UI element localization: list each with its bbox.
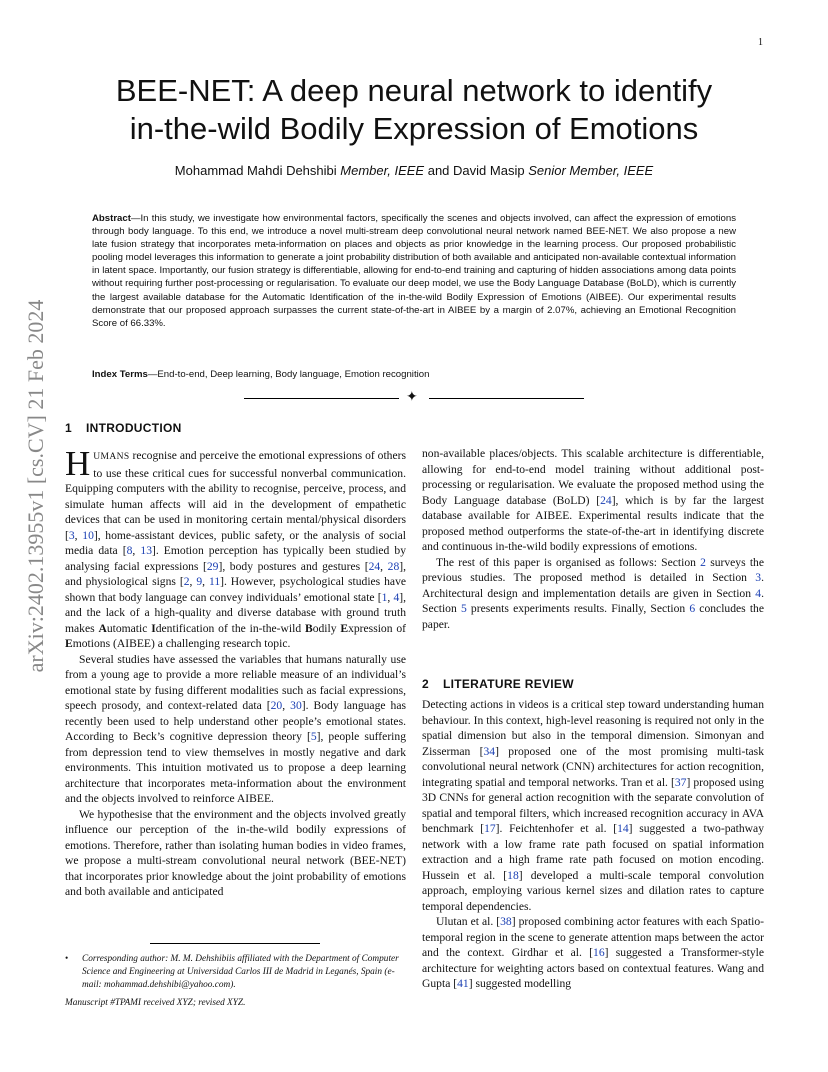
text-run: ,	[282, 699, 291, 712]
citation-link[interactable]: 3	[68, 528, 75, 542]
section-link[interactable]: 5	[460, 602, 467, 615]
text-run: ], and the lack of a high-quality and diverse database with ground truth makes	[65, 590, 406, 635]
text-run: recognise and perceive the emotional expressions of others to use these critical cues for successful nonverbal communication. Equipping computers with the ability to recognise, perceive, process, and simulate human affects will aid in the development of empathetic devices that can be used in monitoring certain mental/physical disorders [	[65, 449, 406, 542]
section-link[interactable]: 3	[755, 571, 762, 584]
author-conjunction: and	[427, 163, 450, 178]
intro-paragraph-5	[422, 555, 764, 633]
abstract	[92, 212, 736, 330]
citation-link[interactable]: 29	[206, 559, 219, 573]
author-list	[60, 163, 768, 178]
text-run: non-available places/objects. This scalable architecture is differentiable, allowing for end-to-end model training without additional post-processing or regularisation. We evaluate the proposed method using the Body Language database (BoLD) [	[422, 447, 764, 507]
manuscript-note: Manuscript #TPAMI received XYZ; revised XYZ.	[65, 998, 246, 1008]
right-column	[422, 446, 764, 632]
section-number: 1	[65, 421, 72, 435]
section-link[interactable]: 6	[689, 602, 696, 615]
text-run: ] suggested modelling	[468, 977, 572, 990]
acronym-letter: E	[65, 637, 73, 650]
footnote	[65, 953, 410, 992]
divider-line-left	[244, 398, 399, 399]
text-run: ,	[387, 590, 394, 604]
text-run: Detecting actions in videos is a critical step toward understanding human behaviour. In this context, high-level reasoning is required not only in the spatial dimension but also in the temporal dimension. Simonyan and Zisserman [	[422, 698, 764, 758]
text-run: The rest of this paper is organised as follows: Section	[436, 555, 701, 569]
author-name: David Masip	[453, 163, 525, 178]
citation-link[interactable]: 5	[310, 730, 317, 743]
text-run: ] proposed using 3D CNNs for general action recognition with the separate convolution of spatial and temporal filters, which increased recognition accuracy in AVA benchmark [	[422, 775, 764, 835]
text-run: ]. Feichtenhofer et al. [	[495, 822, 618, 835]
literature-review-body	[422, 697, 764, 992]
intro-paragraph-4	[422, 446, 764, 555]
divider-ornament: ✦	[406, 390, 418, 405]
text-run: ,	[189, 575, 197, 588]
citation-link[interactable]: 28	[387, 559, 400, 573]
text-run: ] proposed combining actor features with each Spatio-temporal region in the scene to generate attention maps between the actor and the context. Girdhar et al. [	[422, 915, 764, 959]
title-line-2: in-the-wild Bodily Expression of Emotions	[129, 111, 699, 146]
author-name: Mohammad Mahdi Dehshibi	[174, 163, 337, 178]
citation-link[interactable]: 14	[617, 822, 629, 835]
footnote-bullet: •	[65, 954, 69, 964]
author-role: Member, IEEE	[340, 163, 425, 178]
section-title: LITERATURE REVIEW	[442, 677, 574, 691]
text-run: concludes the paper.	[422, 602, 764, 631]
index-terms-label: Index Terms	[92, 369, 148, 380]
text-run: ,	[202, 575, 209, 588]
arxiv-identifier: arXiv:2402.13955v1 [cs.CV] 21 Feb 2024	[23, 299, 48, 673]
text-run: dentification of the in-the-wild	[155, 621, 305, 635]
title-line-1: BEE-NET: A deep neural network to identify	[115, 73, 713, 108]
citation-link[interactable]: 1	[381, 590, 388, 604]
text-run: . Architectural design and implementation details are given in Section	[422, 571, 764, 600]
abstract-label: Abstract	[92, 213, 131, 224]
section-number: 2	[422, 677, 429, 691]
citation-link[interactable]: 24	[600, 493, 612, 507]
citation-link[interactable]: 24	[368, 559, 381, 573]
text-run: ], and physiological signs [	[65, 559, 406, 588]
text-run: ]. Body language has recently been used to help understand other people’s emotional states. According to Beck’s cognitive depression theory [	[65, 699, 406, 743]
text-run: ,	[380, 559, 388, 573]
section-title: INTRODUCTION	[85, 421, 182, 435]
paper-title	[60, 72, 768, 148]
text-run: utomatic	[106, 621, 152, 635]
index-terms-text: —End-to-end, Deep learning, Body language, Emotion recognition	[147, 369, 430, 380]
citation-link[interactable]: 16	[593, 946, 605, 959]
citation-link[interactable]: 30	[290, 699, 302, 712]
acronym-letter: I	[151, 621, 156, 635]
text-run: ]. However, psychological studies have shown that body language can convey individuals’ emotional state [	[65, 575, 407, 604]
text-run: presents experiments results. Finally, Section	[466, 602, 690, 615]
text-run: ,	[132, 544, 141, 557]
drop-cap: H	[65, 444, 91, 483]
text-run: ], home-assistant devices, public safety, or the analysis of social media data [	[65, 528, 407, 557]
text-run: ] developed a multi-scale temporal convolution approach, employing various kernel sizes and dilation rates to capture temporal dependencies.	[422, 868, 765, 913]
intro-paragraph-2	[65, 652, 406, 807]
citation-link[interactable]: 8	[126, 544, 133, 557]
text-run: ,	[74, 528, 83, 542]
divider-line-right	[429, 398, 584, 399]
citation-link[interactable]: 17	[484, 822, 496, 835]
citation-link[interactable]: 37	[674, 775, 687, 789]
text-run: motions (AIBEE) a challenging research topic.	[72, 637, 291, 650]
text-run: . Section	[422, 586, 764, 615]
abstract-text: —In this study, we investigate how environmental factors, specifically the scenes and objects involved, can affect the expression of emotions through body language. To this end, we introduce a novel multi-stream deep convolutional neural network named BEE-NET. We also propose a new late fusion strategy that incorporates meta-information on places and objects as prior knowledge in the learning process. Our proposed probabilistic pooling model leverages this information to generate a joint probability distribution of both available and anticipated non-available contextual information in latent space. Importantly, our fusion strategy is differentiable, allowing for end-to-end training and capturing of hidden associations among data points without requiring further post-processing or regularisation. To evaluate our deep model, we use the Body Language Database (BoLD), which is currently the largest available database for the Automatic Identification of the in-the-wild Bodily Expression of Emotions (AIBEE). Our experimental results demonstrate that our proposed approach surpasses the current state-of-the-art in AIBEE by a margin of 2.07%, achieving an Emotional Recognition Score of 66.33%.	[92, 213, 736, 329]
citation-link[interactable]: 10	[82, 528, 94, 542]
text-run: xpression of	[348, 621, 406, 635]
section-divider	[244, 391, 584, 405]
acronym-letter: B	[304, 621, 313, 635]
text-run: surveys the previous studies. The proposed method is detailed in Section	[422, 555, 764, 584]
acronym-letter: E	[340, 621, 349, 635]
citation-link[interactable]: 13	[140, 544, 152, 557]
intro-paragraph-3: We hypothesise that the environment and the objects involved greatly influence our perception of the in-the-wild bodily expressions of emotions. Therefore, rather than isolating human bodies in video frames, we propose a multi-stream convolutional neural network (BEE-NET) that incorporates prior knowledge about the joint probability of emotions and both available and anticipated	[65, 807, 406, 898]
citation-link[interactable]: 18	[507, 868, 519, 882]
text-run: Several studies have assessed the variables that humans naturally use from a young age to provide a more reliable measure of an individual’s emotional state by fusing different modalities such as facial expressions, speech prosody, and context-related data [	[65, 652, 406, 712]
text-run: ], which is by far the largest database available for AIBEE. Experimental results indicate that the proposed method outperforms the state-of-the-art in identifying discrete and continuous in-the-wild bodily expressions of emotions.	[422, 493, 764, 553]
author-role: Senior Member, IEEE	[528, 163, 654, 178]
citation-link[interactable]: 34	[483, 744, 496, 758]
text-run: odily	[312, 621, 341, 635]
lit-paragraph-2	[422, 914, 764, 992]
citation-link[interactable]: 38	[500, 915, 512, 928]
text-run: Ulutan et al. [	[436, 915, 501, 928]
footnote-text: Corresponding author: M. M. Dehshibiis affiliated with the Department of Computer Science and Engineering at Universidad Carlos III de Madrid in Leganés, Spain (e-mail: mohammad.dehshibi@yahoo.com).	[82, 954, 399, 990]
text-run: ]. Emotion perception has typically been studied by analysing facial expressions [	[65, 544, 407, 573]
index-terms	[92, 369, 736, 380]
text-run: ], body postures and gestures [	[218, 559, 369, 573]
left-column	[65, 444, 407, 900]
intro-paragraph-1	[65, 444, 407, 652]
acronym-letter: A	[98, 621, 107, 635]
text-run: ] proposed one of the most promising multi-task convolutional neural network (CNN) architectures for action recognition, integrating spatial and temporal networks. Tran et al. [	[422, 744, 764, 789]
page-number: 1	[758, 37, 763, 48]
section-heading-introduction	[65, 421, 182, 435]
small-caps-start: UMANS	[93, 452, 130, 462]
text-run: ] suggested a two-pathway network with a low frame rate path focused on spatial information extraction and a high frame rate path focused on motion encoding. Hussein et al. [	[422, 822, 764, 882]
footnote-rule	[150, 943, 320, 944]
text-run: ], people suffering from depression tend to view themselves in mostly negative and dark environments. This intuition motivated us to propose a deep learning architecture that incorporates meta-information about the environment and the objects involved to reinforce AIBEE.	[65, 730, 406, 805]
citation-link[interactable]: 11	[208, 575, 221, 588]
section-heading-literature-review	[422, 677, 574, 691]
text-run: ] suggested a Transformer-style architecture for weighting actors based on contextual features. Wang and Gupta [	[422, 946, 764, 990]
citation-link[interactable]: 9	[196, 575, 203, 588]
citation-link[interactable]: 2	[183, 575, 190, 588]
section-link[interactable]: 4	[755, 586, 762, 600]
citation-link[interactable]: 4	[393, 590, 400, 604]
citation-link[interactable]: 20	[270, 699, 283, 712]
arxiv-sidebar	[22, 286, 50, 686]
citation-link[interactable]: 41	[457, 977, 469, 990]
section-link[interactable]: 2	[700, 555, 706, 569]
lit-paragraph-1	[422, 697, 764, 914]
